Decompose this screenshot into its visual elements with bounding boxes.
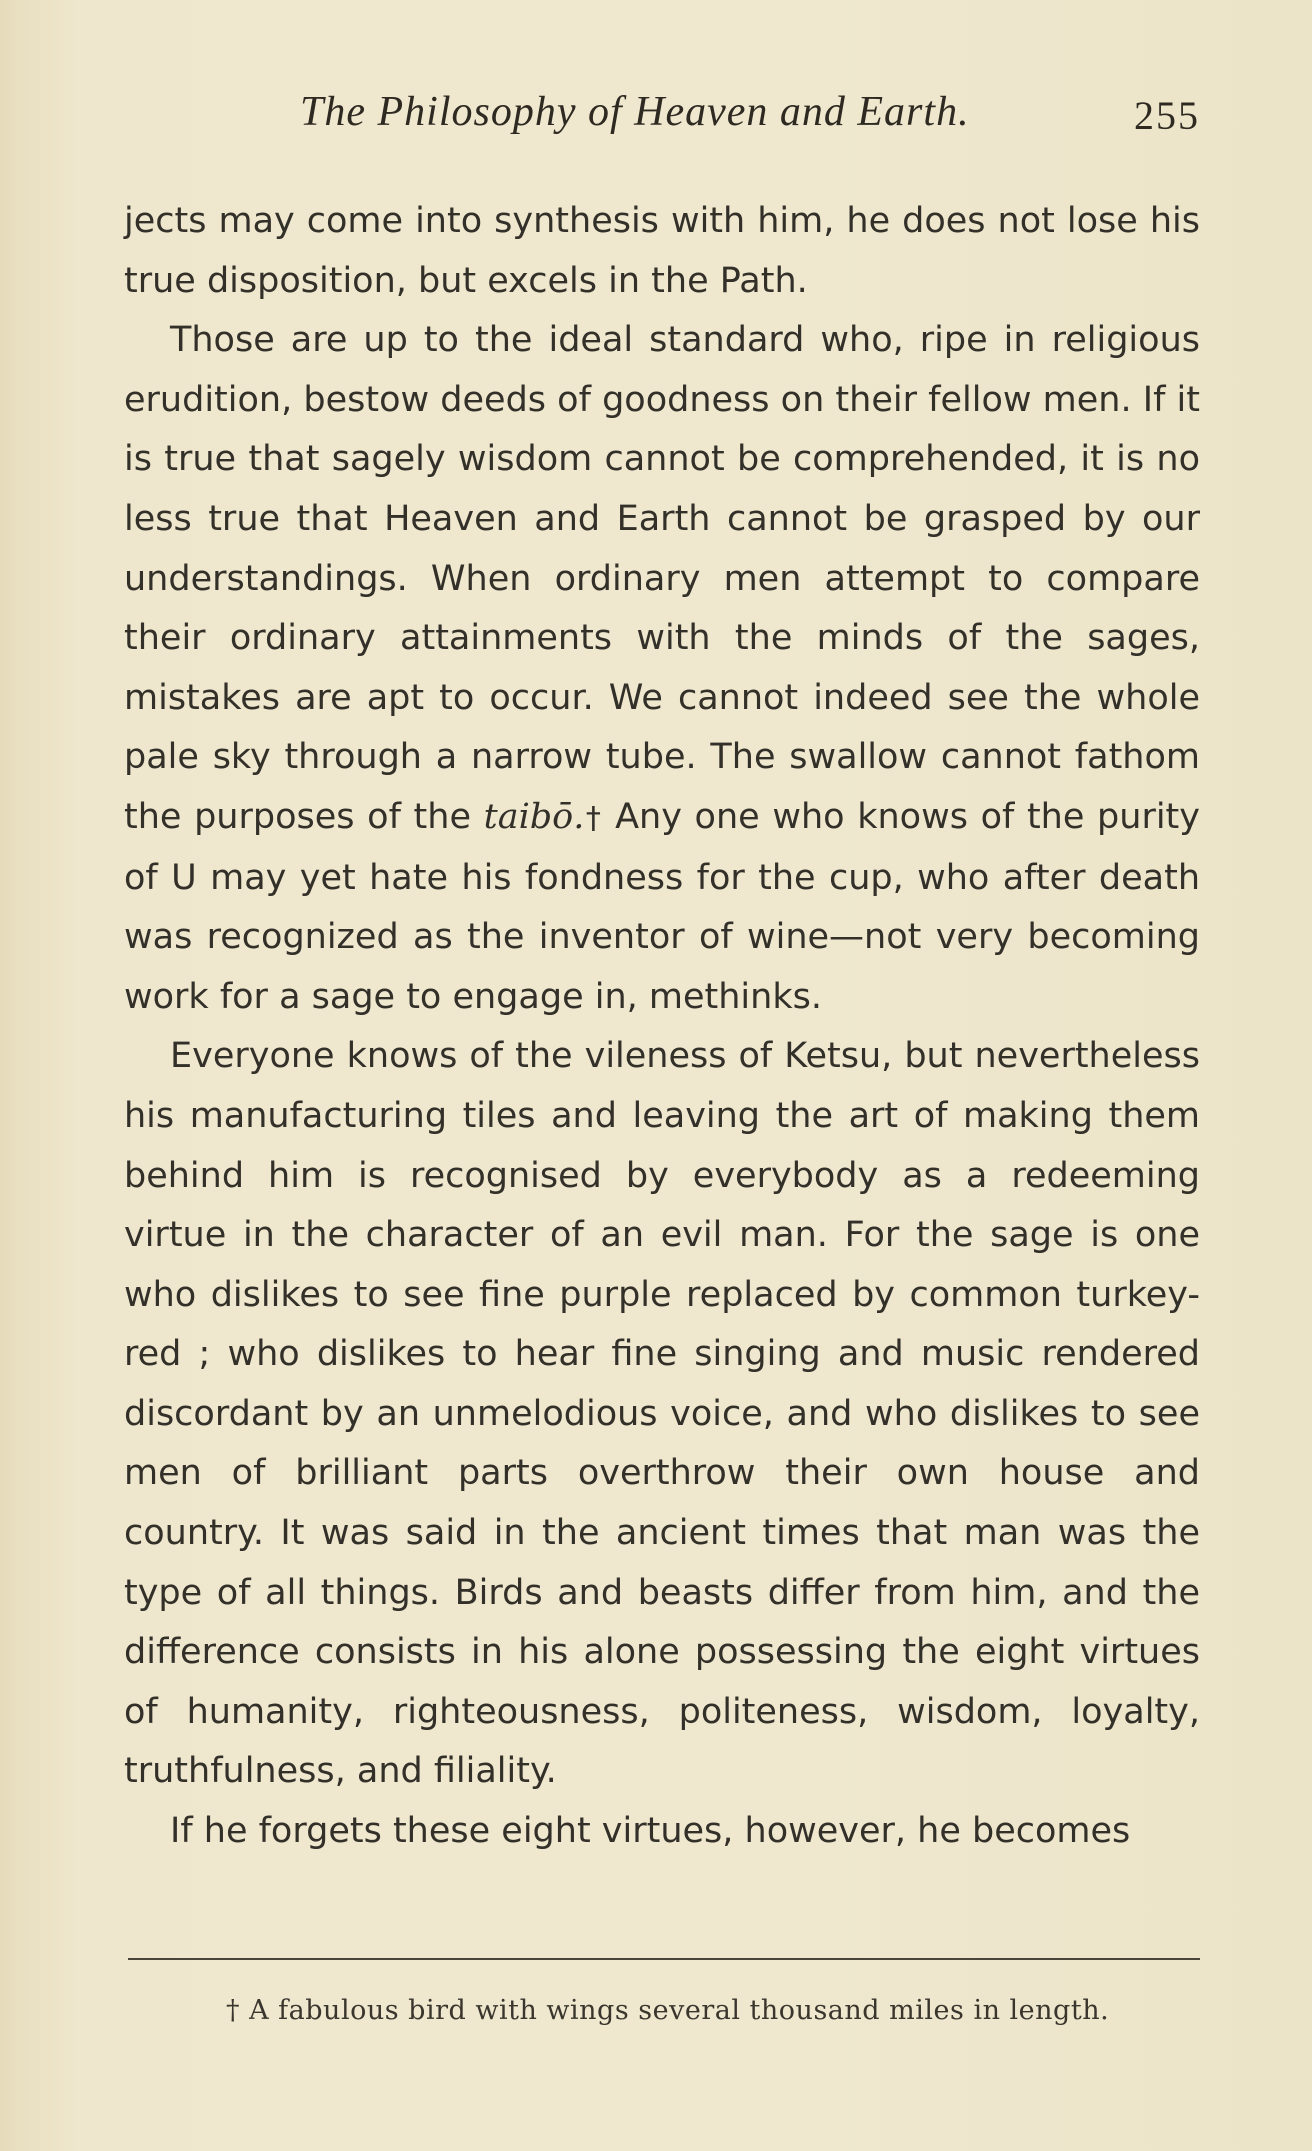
- footnote-reference-mark: †: [584, 800, 603, 836]
- footnote-rule: [128, 1958, 1200, 1960]
- body-text: [124, 192, 1200, 1862]
- paragraph-4: If he forgets these eight virtues, however, he becomes: [170, 1811, 1131, 1852]
- paragraph-3: Everyone knows of the vileness of Ketsu, but nevertheless his manufacturing tiles and leaving the art of making them behind him is recognised by everybody as a redeeming virtue in the character of an evil man. For the sage is one who dislikes to see fine purple replaced by common turkey-red ; who dislikes to hear fine singing and music rendered discordant by an unmelodious voice, and who dislikes to see men of brilliant parts overthrow their own house and country. It was said in the ancient times that man was the type of all things. Birds and beasts differ from him, and the difference consists in his alone possessing the eight virtues of humanity, righteousness, politeness, wisdom, loyalty, truthfulness, and filiality.: [124, 1036, 1200, 1792]
- running-title: The Philosophy of Heaven and Earth.: [300, 89, 970, 135]
- footnote-text: A fabulous bird with wings several thousand miles in length.: [249, 1995, 1110, 2026]
- paragraph-2: [124, 311, 1200, 1027]
- paragraph-2-text-before: Those are up to the ideal standard who, ripe in religious erudition, bestow deeds of goodness on their fellow men. If it is true that sagely wisdom cannot be comprehended, it is no less true that Heaven and Earth cannot be grasped by our understandings. When ordinary men attempt to compare their ordinary attainments with the minds of the sages, mistakes are apt to occur. We cannot indeed see the whole pale sky through a narrow tube. The swallow cannot fathom the purposes of the: [124, 320, 1200, 837]
- taibo-term: taibō.: [483, 796, 585, 837]
- page-number: 255: [1134, 93, 1200, 138]
- footnote: [226, 1995, 1196, 2026]
- paragraph-1: jects may come into synthesis with him, he does not lose his true disposition, but excels in the Path.: [124, 201, 1200, 301]
- paragraph-2-text-after: Any one who knows of the purity of U may yet hate his fondness for the cup, who after death was recognized as the inventor of wine—not very becoming work for a sage to engage in, methinks.: [124, 796, 1200, 1017]
- footnote-mark: †: [226, 1995, 240, 2026]
- page-header: [300, 88, 1200, 148]
